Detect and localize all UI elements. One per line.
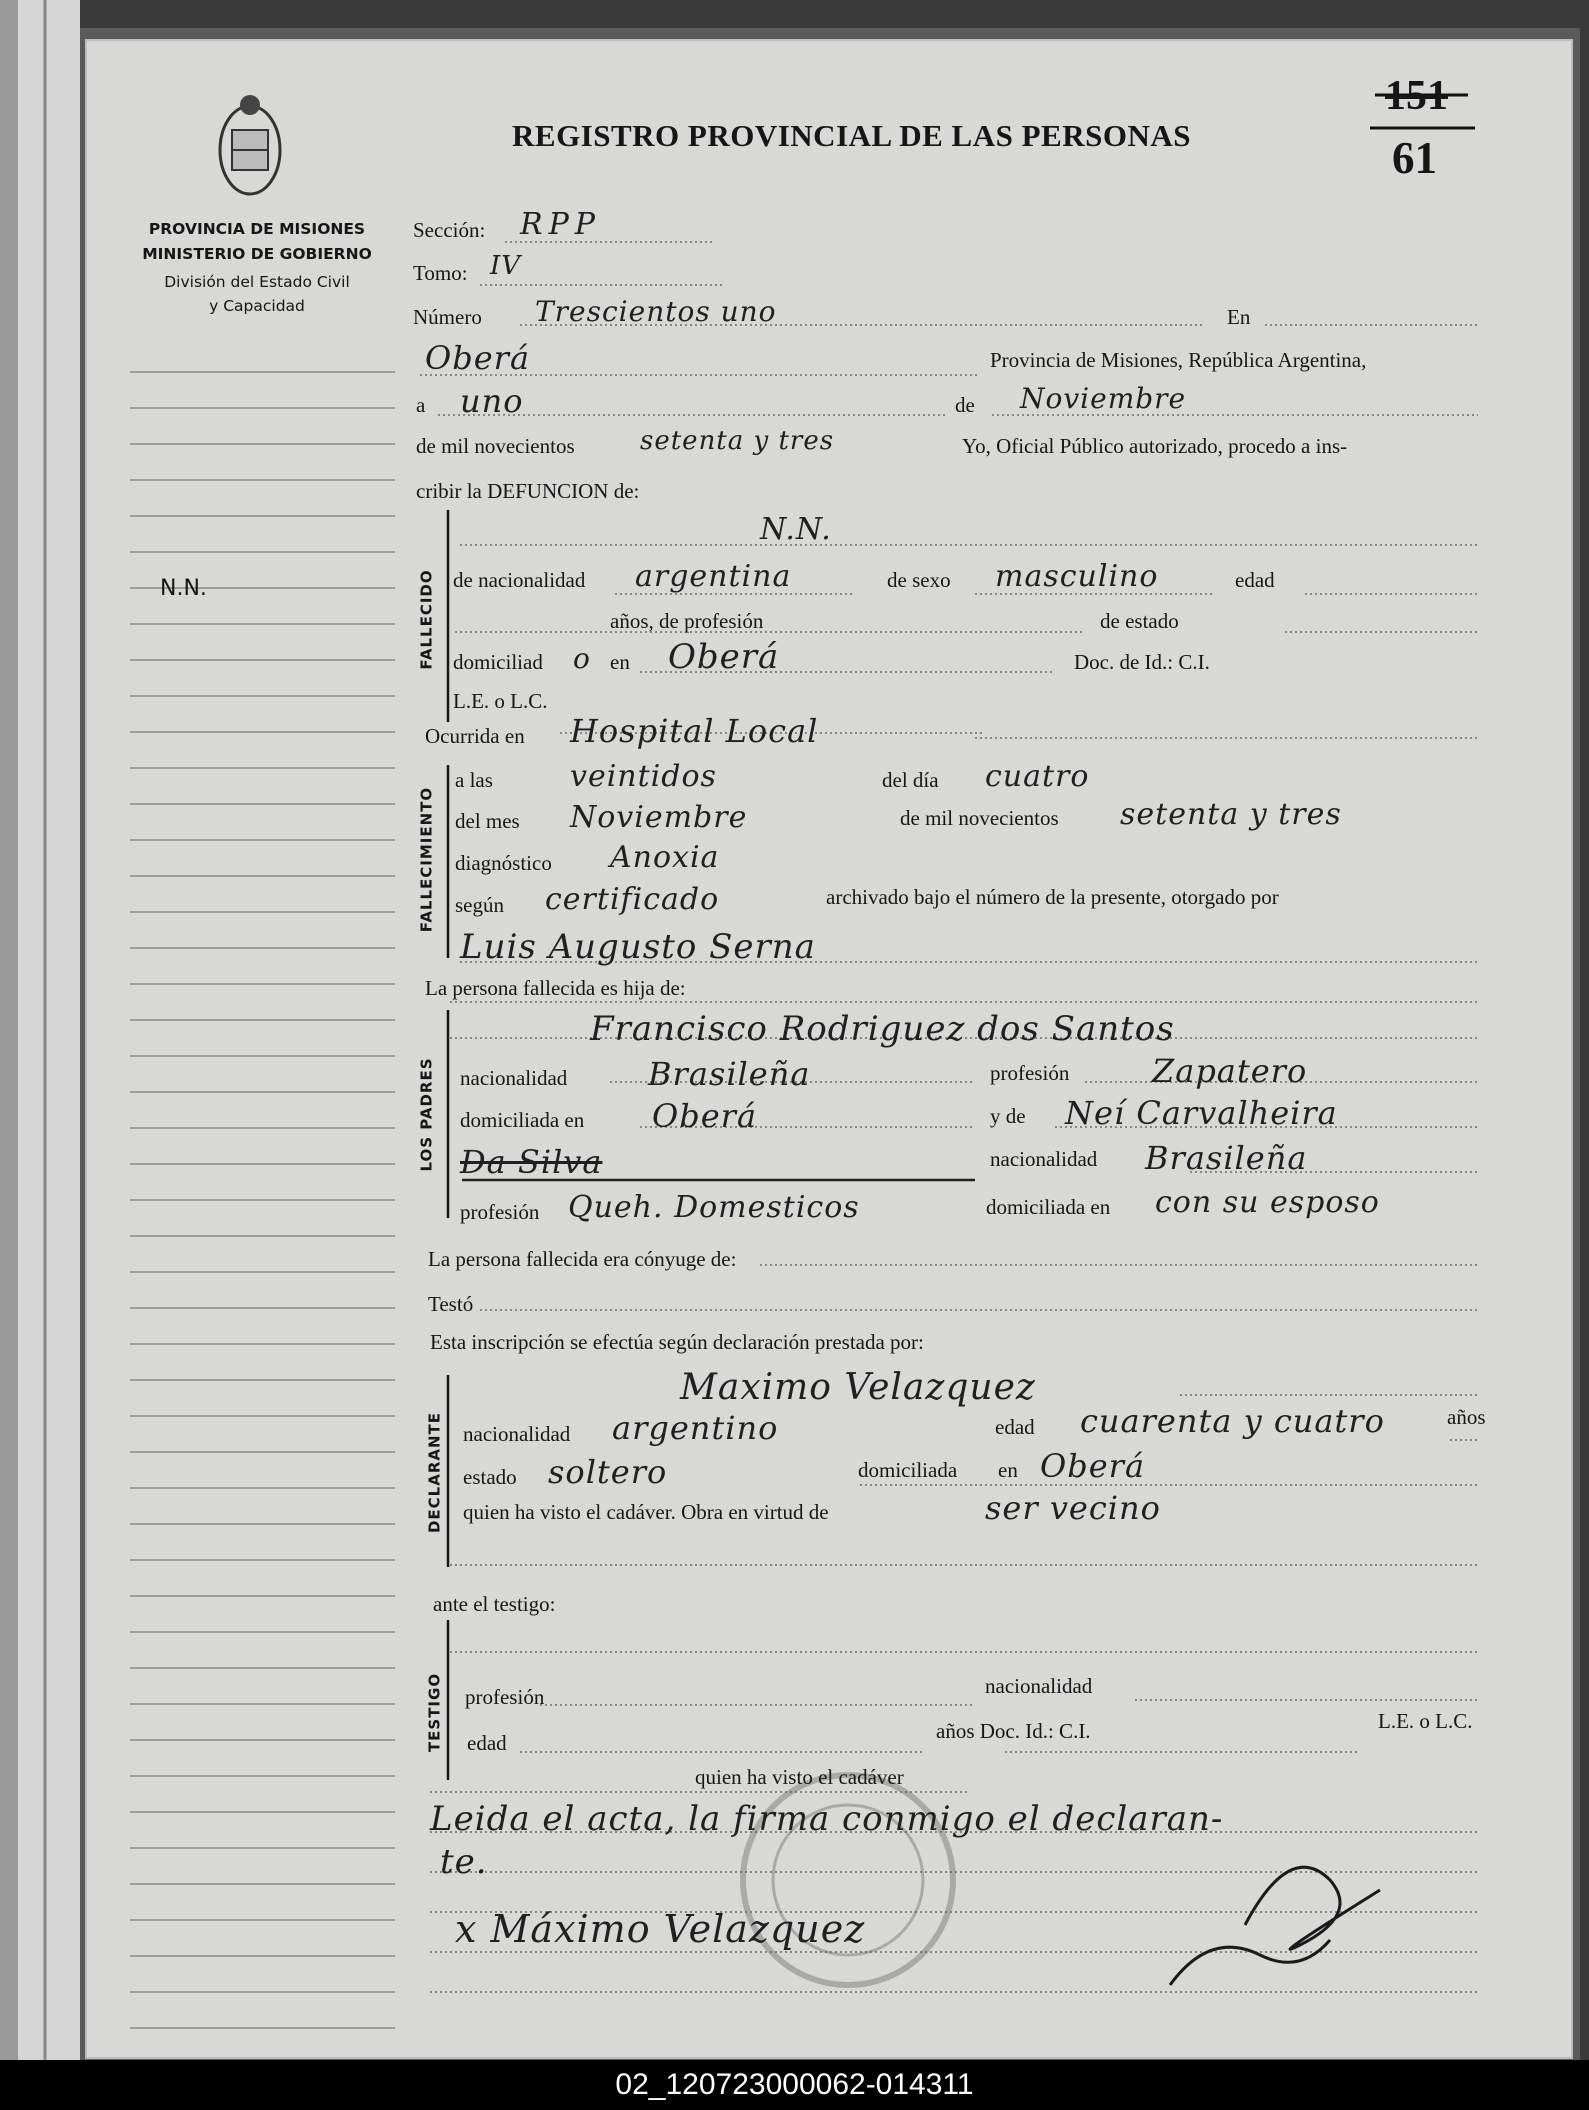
label-archivado: archivado bajo el número de la presente, otorgado por [826, 885, 1279, 909]
label-conyuge: La persona fallecida era cónyuge de: [428, 1247, 737, 1271]
section-label-testigo: TESTIGO [425, 1672, 444, 1753]
label-sexo: de sexo [887, 568, 951, 592]
value-dia: uno [460, 382, 524, 420]
value-madre: Neí Carvalheira [1065, 1094, 1338, 1132]
value-padre: Francisco Rodriguez dos Santos [590, 1009, 1175, 1049]
label-ante-testigo: ante el testigo: [433, 1592, 556, 1616]
value-numero: Trescientos uno [535, 295, 777, 328]
section-label-fallecido: FALLECIDO [417, 569, 436, 670]
value-nombre: N.N. [760, 512, 832, 547]
label-le-lc: L.E. o L.C. [453, 689, 548, 713]
label-testigo-quien: quien ha visto el cadáver [695, 1765, 904, 1789]
label-de-mil: de mil novecientos [416, 434, 575, 458]
label-nacionalidad-fallecido: de nacionalidad [453, 568, 586, 592]
margin-note: N.N. [160, 576, 207, 601]
label-declarante-edad: edad [995, 1415, 1035, 1439]
label-testigo-edad: edad [467, 1731, 507, 1755]
label-padre-profesion: profesión [990, 1061, 1070, 1085]
label-segun: según [455, 893, 504, 917]
label-hija-de: La persona fallecida es hija de: [425, 976, 686, 1000]
value-madre-profesion: Queh. Domesticos [568, 1190, 860, 1225]
value-nacionalidad: argentina [635, 559, 792, 594]
value-domicilio: Oberá [668, 637, 780, 677]
label-a-las: a las [455, 768, 493, 792]
value-padre-domicilio: Oberá [652, 1097, 758, 1135]
value-segun: certificado [545, 882, 720, 917]
label-de-mil-fallec: de mil novecientos [900, 806, 1059, 830]
label-padre-nacionalidad: nacionalidad [460, 1066, 568, 1090]
value-anio: setenta y tres [640, 426, 835, 456]
label-declarante-anos: años [1447, 1405, 1486, 1429]
value-anio-fallecimiento: setenta y tres [1120, 797, 1342, 832]
label-inscripcion: Esta inscripción se efectúa según declaración prestada por: [430, 1330, 924, 1354]
label-declarante-nacionalidad: nacionalidad [463, 1422, 571, 1446]
label-testigo-nacionalidad: nacionalidad [985, 1674, 1093, 1698]
value-padre-nacionalidad: Brasileña [648, 1055, 811, 1093]
label-yo-oficial: Yo, Oficial Público autorizado, procedo a ins- [962, 434, 1348, 458]
label-madre-nacionalidad: nacionalidad [990, 1147, 1098, 1171]
section-label-fallecimiento: FALLECIMIENTO [417, 786, 436, 933]
label-seccion: Sección: [413, 218, 486, 242]
label-testigo-le-lc: L.E. o L.C. [1378, 1709, 1473, 1733]
label-testigo-profesion: profesión [465, 1685, 545, 1709]
scan-footer-id: 02_120723000062-014311 [0, 2060, 1589, 2110]
value-sexo: masculino [995, 559, 1159, 594]
value-padre-profesion: Zapatero [1152, 1052, 1308, 1090]
value-madre-nacionalidad: Brasileña [1145, 1139, 1308, 1177]
value-declarante: Maximo Velazquez [680, 1367, 1036, 1408]
label-testigo-anos-doc: años Doc. Id.: C.I. [936, 1719, 1091, 1743]
label-declarante-quien: quien ha visto el cadáver. Obra en virtud de [463, 1500, 829, 1524]
office-line-division: División del Estado Civil [164, 273, 350, 291]
label-del-dia: del día [882, 768, 939, 792]
label-anos-profesion: años, de profesión [610, 609, 764, 633]
value-declarante-virtud: ser vecino [985, 1489, 1161, 1527]
label-provincia: Provincia de Misiones, República Argentina, [990, 348, 1367, 372]
value-hora: veintidos [570, 759, 717, 794]
closing-line-1: Leida el acta, la firma conmigo el declaran- [430, 1799, 1224, 1839]
folio-struck-number: 151 [1385, 73, 1448, 119]
label-declarante-en: en [998, 1458, 1018, 1482]
value-tomo: IV [490, 251, 522, 281]
label-diagnostico: diagnóstico [455, 851, 552, 875]
label-estado: de estado [1100, 609, 1179, 633]
value-declarante-nacionalidad: argentino [612, 1409, 779, 1447]
value-ocurrida: Hospital Local [570, 712, 819, 750]
label-en-domicilio: en [610, 650, 630, 674]
value-medico: Luis Augusto Serna [460, 927, 816, 967]
label-domiciliad: domiciliad [453, 650, 543, 674]
value-declarante-estado: soltero [548, 1453, 668, 1491]
label-declarante-estado: estado [463, 1465, 517, 1489]
label-doc-id: Doc. de Id.: C.I. [1074, 650, 1210, 674]
value-declarante-edad: cuarenta y cuatro [1080, 1402, 1385, 1440]
register-title: REGISTRO PROVINCIAL DE LAS PERSONAS [512, 118, 1191, 153]
label-a: a [416, 393, 426, 417]
office-line-ministry: MINISTERIO DE GOBIERNO [142, 245, 372, 263]
label-ocurrida: Ocurrida en [425, 724, 525, 748]
label-cribir: cribir la DEFUNCION de: [416, 479, 640, 503]
value-mes-fallecimiento: Noviembre [570, 800, 748, 835]
value-diagnostico: Anoxia [610, 840, 720, 875]
label-numero: Número [413, 305, 482, 329]
value-madre-apellido: Da Silva [460, 1143, 603, 1181]
value-seccion: RPP [520, 207, 601, 242]
declarant-signature: x Máximo Velazquez [455, 1907, 866, 1951]
label-y-de: y de [990, 1104, 1026, 1128]
label-del-mes: del mes [455, 809, 520, 833]
office-line-capacity: y Capacidad [209, 297, 305, 315]
closing-line-2: te. [440, 1842, 488, 1882]
label-tomo: Tomo: [413, 261, 468, 285]
value-declarante-domicilio: Oberá [1040, 1447, 1146, 1485]
label-declarante-domiciliada: domiciliada [858, 1458, 958, 1482]
label-de: de [955, 393, 975, 417]
label-madre-domiciliada: domiciliada en [986, 1195, 1111, 1219]
value-dia-fallecimiento: cuatro [985, 759, 1090, 794]
value-mes: Noviembre [1020, 382, 1187, 415]
section-label-declarante: DECLARANTE [425, 1411, 444, 1534]
label-madre-profesion: profesión [460, 1200, 540, 1224]
value-lugar: Oberá [425, 339, 531, 377]
value-madre-domicilio: con su esposo [1155, 1185, 1380, 1220]
value-domicilio-genero: o [573, 642, 591, 675]
label-en: En [1227, 305, 1251, 329]
label-edad: edad [1235, 568, 1275, 592]
folio-number: 61 [1392, 133, 1437, 183]
office-line-province: PROVINCIA DE MISIONES [148, 220, 366, 238]
label-padre-domiciliada: domiciliada en [460, 1108, 585, 1132]
label-testo: Testó [428, 1292, 474, 1316]
section-label-padres: LOS PADRES [417, 1057, 436, 1172]
